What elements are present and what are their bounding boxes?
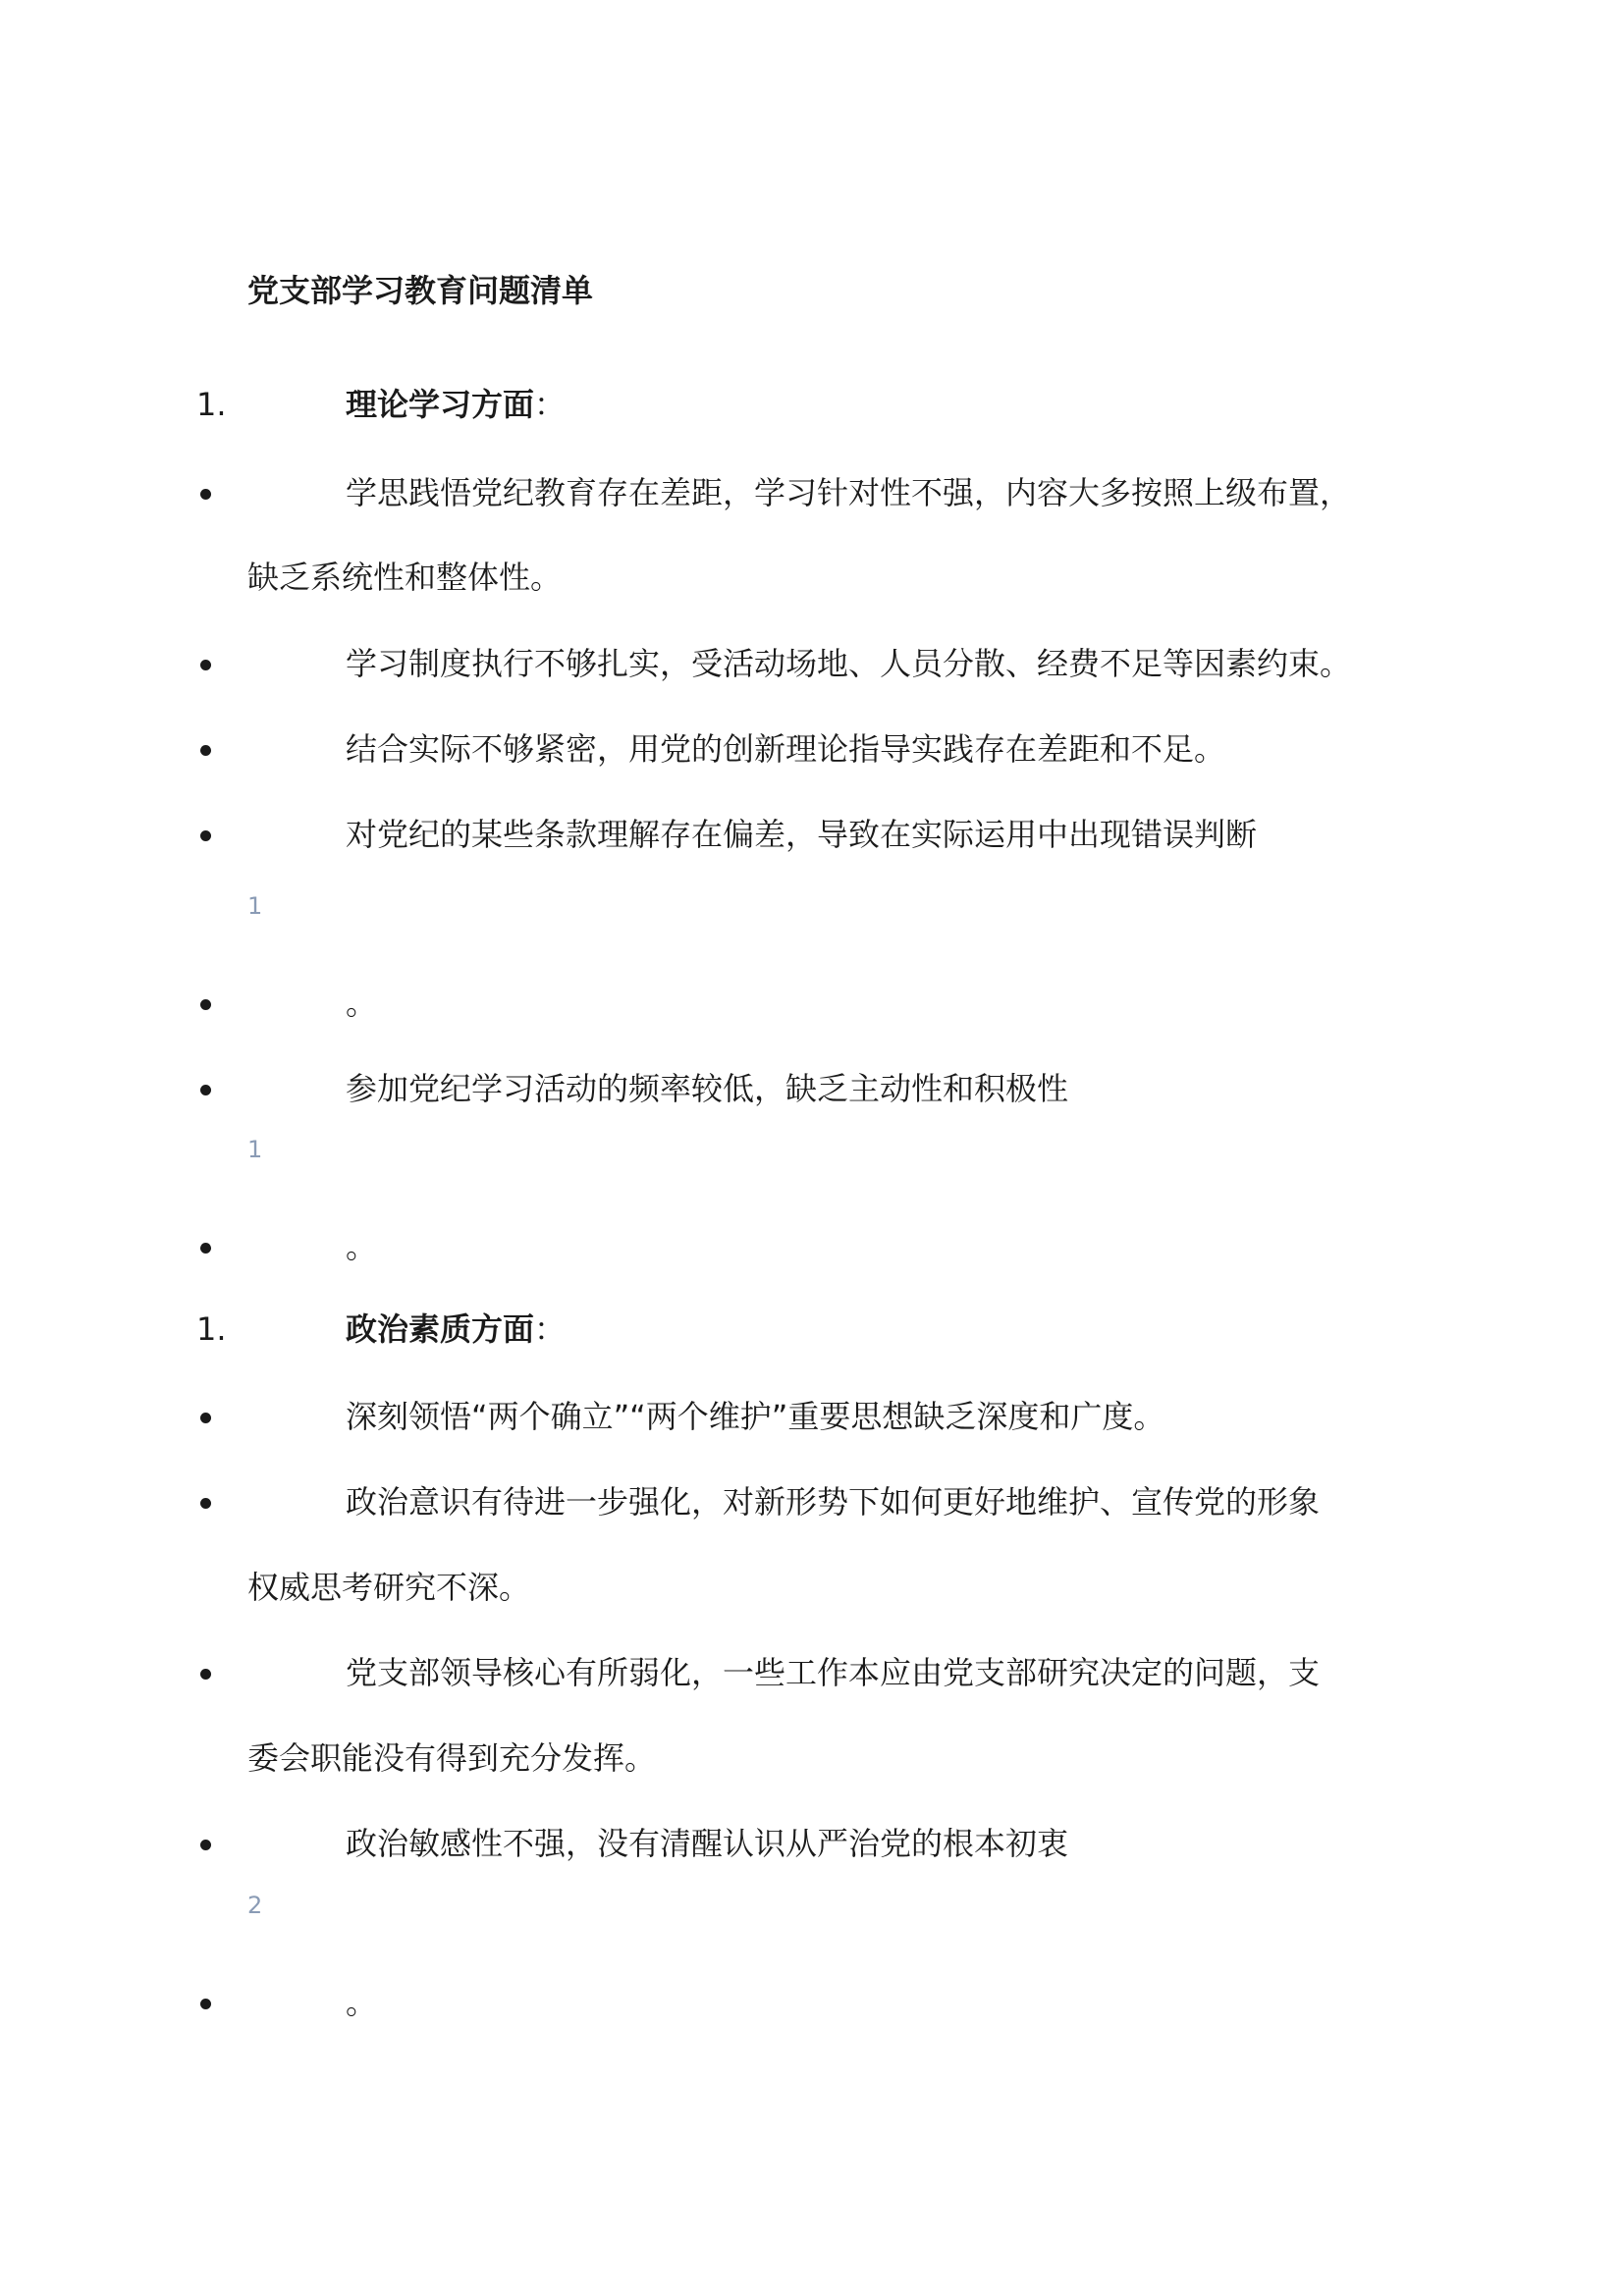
list-item-text: 政治敏感性不强，没有清醒认识从严治党的根本初衷 [346, 1825, 1069, 1862]
section-heading-1 [0, 381, 1623, 428]
bullet-icon [200, 999, 211, 1010]
list-item [0, 725, 1623, 773]
section-title-suffix: ： [534, 1310, 567, 1348]
list-item-text: 深刻领悟“两个确立”“两个维护”重要思想缺乏深度和广度。 [346, 1398, 1165, 1435]
list-item [0, 811, 1623, 858]
section-title: 理论学习方面 [346, 386, 535, 423]
bullet-icon [200, 830, 211, 841]
list-item [0, 1478, 1623, 1525]
list-item [0, 469, 1623, 516]
list-item [0, 1649, 1623, 1696]
bullet-icon [200, 489, 211, 500]
list-item-text: 对党纪的某些条款理解存在偏差，导致在实际运用中出现错误判断 [346, 816, 1258, 853]
list-item [0, 1979, 1623, 2026]
list-item-text: 。 [346, 985, 378, 1022]
list-item-continuation: 缺乏系统性和整体性。 [247, 559, 563, 596]
list-item-text: 政治意识有待进一步强化，对新形势下如何更好地维护、宣传党的形象 [346, 1483, 1321, 1521]
bullet-icon [200, 1999, 211, 2009]
list-item [0, 980, 1623, 1027]
list-item-text: 党支部领导核心有所弱化，一些工作本应由党支部研究决定的问题，支 [346, 1654, 1321, 1691]
list-item-text: 结合实际不够紧密，用党的创新理论指导实践存在差距和不足。 [346, 730, 1226, 768]
bullet-icon [200, 1669, 211, 1680]
list-item [0, 1393, 1623, 1440]
list-item-text: 。 [346, 1228, 378, 1265]
footnote-marker[interactable]: 2 [247, 1892, 263, 1919]
bullet-icon [200, 1840, 211, 1850]
footnote-marker[interactable]: 1 [247, 892, 263, 920]
list-item-text: 。 [346, 1984, 378, 2021]
list-item-text: 参加党纪学习活动的频率较低，缺乏主动性和积极性 [346, 1070, 1069, 1107]
list-item-text: 学思践悟党纪教育存在差距，学习针对性不强，内容大多按照上级布置， [346, 474, 1352, 511]
list-item [0, 1820, 1623, 1867]
section-title-suffix: ： [534, 386, 567, 423]
bullet-icon [200, 1243, 211, 1254]
bullet-icon [200, 1085, 211, 1095]
bullet-icon [200, 1498, 211, 1509]
list-item [0, 1223, 1623, 1270]
section-heading-2 [0, 1306, 1623, 1353]
bullet-icon [200, 1413, 211, 1423]
document-title: 党支部学习教育问题清单 [247, 272, 594, 309]
bullet-icon [200, 660, 211, 670]
footnote-marker[interactable]: 1 [247, 1136, 263, 1163]
list-number: 1. [196, 1310, 227, 1348]
list-item-continuation: 委会职能没有得到充分发挥。 [247, 1739, 657, 1777]
list-item [0, 1065, 1623, 1112]
list-item-text: 学习制度执行不够扎实，受活动场地、人员分散、经费不足等因素约束。 [346, 645, 1352, 682]
list-number: 1. [196, 386, 227, 423]
section-title: 政治素质方面 [346, 1310, 535, 1348]
list-item [0, 640, 1623, 687]
bullet-icon [200, 745, 211, 756]
list-item-continuation: 权威思考研究不深。 [247, 1569, 531, 1606]
